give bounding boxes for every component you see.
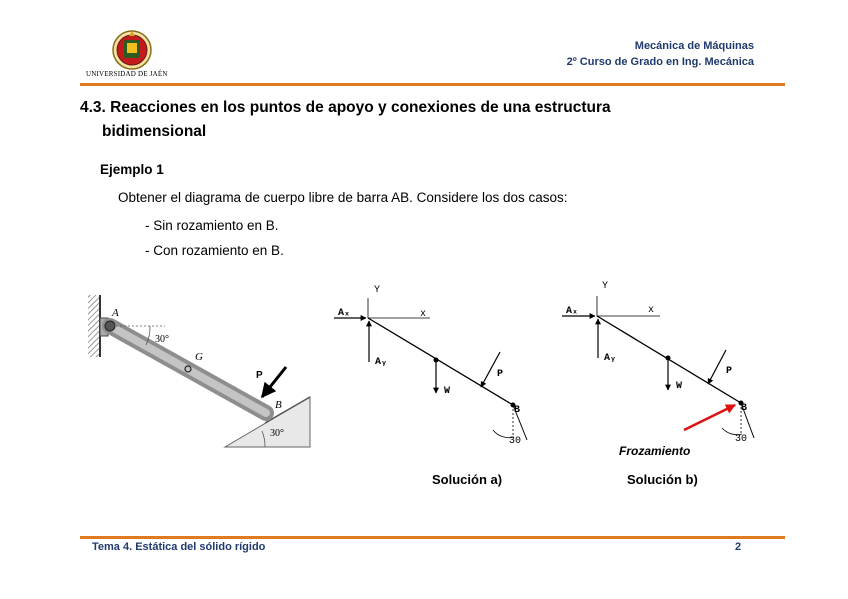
angle-label: 30: [509, 436, 522, 447]
label-b: B: [275, 399, 282, 411]
bar-line: [368, 318, 513, 405]
force-p-arrow: [262, 367, 286, 397]
example-title: Ejemplo 1: [100, 162, 164, 177]
ax-label: Aₓ: [566, 306, 579, 317]
friction-force-arrow: [684, 405, 735, 430]
wall-support: [88, 295, 100, 357]
bar-ab: [110, 326, 266, 413]
solution-a-caption: Solución a): [432, 472, 503, 487]
bar-figure: [88, 295, 310, 447]
friction-label: Frozamiento: [619, 444, 691, 458]
ax-label: Aₓ: [338, 308, 351, 319]
angle-label: 30: [735, 434, 748, 445]
w-label: W: [444, 386, 451, 397]
label-p: P: [256, 370, 263, 381]
footer-divider: [80, 536, 785, 539]
angle-top-label: 30°: [155, 334, 169, 345]
w-label: W: [676, 381, 683, 392]
ay-label: Aᵧ: [604, 353, 617, 364]
force-p-arrow: [708, 350, 726, 384]
section-title-line1: 4.3. Reacciones en los puntos de apoyo y conexiones de una estructura: [80, 99, 611, 116]
b-label: B: [514, 405, 521, 416]
diagrams: [0, 270, 848, 470]
solution-a-diagram: [334, 285, 527, 447]
footer-topic: Tema 4. Estática del sólido rígido: [92, 541, 266, 553]
solution-b-caption: Solución b): [627, 472, 698, 487]
axis-x-label: x: [648, 305, 655, 316]
label-a: A: [112, 307, 119, 319]
b-label: B: [741, 403, 748, 414]
label-g: G: [195, 351, 203, 363]
case-item: - Con rozamiento en B.: [145, 243, 284, 258]
solution-b-diagram: [562, 281, 754, 458]
page-number: 2: [735, 541, 742, 553]
course-title: Mecánica de Máquinas: [634, 40, 754, 52]
angle-bottom-label: 30°: [270, 428, 284, 439]
case-item: - Sin rozamiento en B.: [145, 218, 279, 233]
example-instruction: Obtener el diagrama de cuerpo libre de barra AB. Considere los dos casos:: [118, 190, 568, 205]
p-label: P: [726, 366, 733, 377]
course-header: [454, 38, 754, 70]
axis-x-label: x: [420, 309, 427, 320]
course-subtitle: 2º Curso de Grado en Ing. Mecánica: [566, 56, 754, 68]
axis-y-label: Y: [374, 285, 381, 296]
axis-y-label: Y: [602, 281, 609, 292]
header-divider: [80, 83, 785, 86]
p-label: P: [497, 369, 504, 380]
section-title-line2: bidimensional: [102, 123, 207, 140]
ay-label: Aᵧ: [375, 357, 388, 368]
logo-caption: UNIVERSIDAD DE JAÉN: [86, 70, 168, 78]
section-title: [80, 96, 611, 144]
